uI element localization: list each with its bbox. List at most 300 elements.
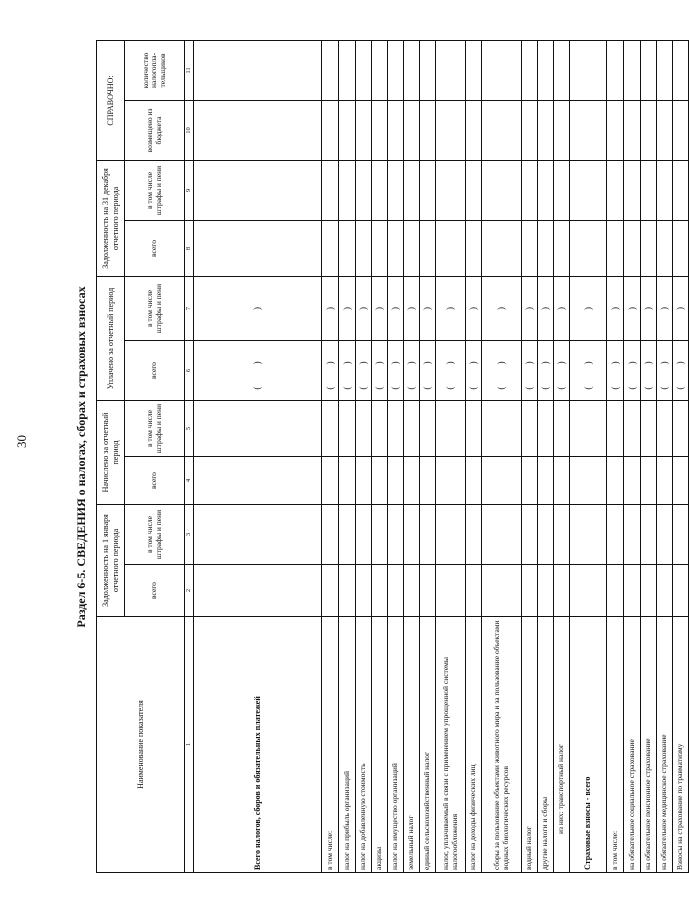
row-label: в том числе: [607,617,624,873]
table-row [372,40,388,872]
table-row [339,40,356,872]
value-cell[interactable] [322,341,339,401]
value-cell[interactable] [570,100,607,160]
value-cell[interactable] [322,457,339,505]
value-cell[interactable] [404,276,420,340]
row-label: единый сельскохозяйственный налог [420,617,436,873]
value-cell[interactable] [607,401,624,457]
value-cell[interactable] [356,40,372,100]
value-cell[interactable] [356,160,372,220]
value-cell[interactable] [194,565,322,617]
value-cell[interactable] [482,565,522,617]
value-cell[interactable] [624,401,641,457]
value-cell[interactable] [657,565,673,617]
value-cell[interactable] [388,505,404,565]
value-cell[interactable] [322,401,339,457]
row-label: Взносы на страхование по травматизму [673,617,689,873]
value-cell[interactable] [466,100,482,160]
bracket-mark: ) [524,307,535,310]
header-debt-jan: Задолженность на 1 января отчетного периода [97,505,125,617]
value-cell[interactable] [322,220,339,276]
value-cell[interactable] [657,220,673,276]
column-number: 4 [185,457,194,505]
value-cell[interactable] [339,40,356,100]
bracket-mark: ( ) [468,351,479,390]
column-number: 11 [185,40,194,100]
value-cell[interactable] [624,276,641,340]
bracket-mark: ) [324,307,335,310]
value-cell[interactable] [372,565,388,617]
header-incl-fines: в том числе штрафы и пени [125,160,185,220]
column-number: 7 [185,276,194,340]
bracket-mark: ) [626,307,637,310]
value-cell[interactable] [436,160,466,220]
value-cell[interactable] [570,565,607,617]
value-cell[interactable] [538,457,554,505]
value-cell[interactable] [404,505,420,565]
row-label: налог на имущество организаций [388,617,404,873]
value-cell[interactable] [194,160,322,220]
value-cell[interactable] [436,40,466,100]
value-cell[interactable] [607,220,624,276]
table-row [657,40,673,872]
value-cell[interactable] [420,100,436,160]
header-total: всего [125,220,185,276]
value-cell[interactable] [673,220,689,276]
value-cell[interactable] [641,40,657,100]
value-cell[interactable] [482,40,522,100]
value-cell[interactable] [420,40,436,100]
value-cell[interactable] [372,341,388,401]
column-number: 6 [185,341,194,401]
value-cell[interactable] [624,100,641,160]
value-cell[interactable] [372,276,388,340]
value-cell[interactable] [641,276,657,340]
value-cell[interactable] [522,341,538,401]
bracket-mark: ) [468,307,479,310]
value-cell[interactable] [624,565,641,617]
table-row [356,40,372,872]
value-cell[interactable] [538,401,554,457]
value-cell[interactable] [388,565,404,617]
value-cell[interactable] [641,505,657,565]
value-cell[interactable] [339,276,356,340]
value-cell[interactable] [194,40,322,100]
value-cell[interactable] [570,505,607,565]
bracket-mark: ( ) [643,351,654,390]
row-label: акцизы [372,617,388,873]
value-cell[interactable] [538,565,554,617]
value-cell[interactable] [522,457,538,505]
value-cell[interactable] [554,401,570,457]
value-cell[interactable] [388,276,404,340]
value-cell[interactable] [554,341,570,401]
value-cell[interactable] [404,160,420,220]
table-row [436,40,466,872]
value-cell[interactable] [339,220,356,276]
value-cell[interactable] [641,220,657,276]
value-cell[interactable] [372,220,388,276]
value-cell[interactable] [554,276,570,340]
tax-table [96,40,689,873]
value-cell[interactable] [466,457,482,505]
bracket-mark: ) [496,307,507,310]
page-number: 30 [14,435,29,448]
value-cell[interactable] [607,457,624,505]
header-refund: возмещено из бюджета [125,100,185,160]
value-cell[interactable] [482,505,522,565]
value-cell[interactable] [522,505,538,565]
value-cell[interactable] [322,276,339,340]
value-cell[interactable] [420,160,436,220]
value-cell[interactable] [404,220,420,276]
value-cell[interactable] [538,341,554,401]
value-cell[interactable] [466,341,482,401]
value-cell[interactable] [466,276,482,340]
value-cell[interactable] [522,160,538,220]
table-row [641,40,657,872]
value-cell[interactable] [570,457,607,505]
row-label: налог, уплачиваемый в связи с применением упрощенной системы налогообложения [436,617,466,873]
value-cell[interactable] [607,276,624,340]
column-number: 9 [185,160,194,220]
value-cell[interactable] [388,341,404,401]
value-cell[interactable] [554,505,570,565]
row-label: земельный налог [404,617,420,873]
value-cell[interactable] [624,220,641,276]
value-cell[interactable] [538,100,554,160]
value-cell[interactable] [372,505,388,565]
column-number: 1 [185,617,194,873]
value-cell[interactable] [356,220,372,276]
value-cell[interactable] [641,100,657,160]
value-cell[interactable] [482,341,522,401]
value-cell[interactable] [673,505,689,565]
value-cell[interactable] [356,276,372,340]
table-row [388,40,404,872]
value-cell[interactable] [673,276,689,340]
bracket-mark: ( ) [582,351,593,390]
value-cell[interactable] [641,457,657,505]
value-cell[interactable] [570,276,607,340]
table-row [624,40,641,872]
value-cell[interactable] [466,505,482,565]
bracket-mark: ( ) [252,351,263,390]
header-incl-fines: в том числе штрафы и пени [125,401,185,457]
value-cell[interactable] [339,401,356,457]
header-taxpayers: количество налогопла-тельщиков [125,40,185,100]
bracket-mark: ( ) [324,351,335,390]
bracket-mark: ) [390,307,401,310]
value-cell[interactable] [482,220,522,276]
value-cell[interactable] [466,220,482,276]
value-cell[interactable] [657,40,673,100]
value-cell[interactable] [420,565,436,617]
value-cell[interactable] [436,341,466,401]
value-cell[interactable] [466,160,482,220]
row-label: налог на добавленную стоимость [356,617,372,873]
value-cell[interactable] [538,276,554,340]
form-sheet [66,41,686,873]
value-cell[interactable] [356,457,372,505]
table-row [420,40,436,872]
bracket-mark: ( ) [626,351,637,390]
value-cell[interactable] [657,341,673,401]
header-total: всего [125,341,185,401]
value-cell[interactable] [372,40,388,100]
table-row [554,40,570,872]
value-cell[interactable] [404,341,420,401]
value-cell[interactable] [388,160,404,220]
column-number: 3 [185,505,194,565]
row-label: налог на прибыль организаций [339,617,356,873]
table-row [194,40,322,872]
bracket-mark: ( ) [524,351,535,390]
value-cell[interactable] [356,100,372,160]
value-cell[interactable] [673,565,689,617]
value-cell[interactable] [554,40,570,100]
value-cell[interactable] [482,401,522,457]
value-cell[interactable] [194,100,322,160]
header-incl-fines: в том числе штрафы и пени [125,276,185,340]
value-cell[interactable] [436,565,466,617]
value-cell[interactable] [570,401,607,457]
value-cell[interactable] [538,40,554,100]
table-row [673,40,689,872]
table-row [538,40,554,872]
bracket-mark: ( ) [540,351,551,390]
value-cell[interactable] [607,160,624,220]
table-row [570,40,607,872]
column-number: 5 [185,401,194,457]
value-cell[interactable] [624,341,641,401]
value-cell[interactable] [339,341,356,401]
value-cell[interactable] [339,100,356,160]
bracket-mark: ) [582,307,593,310]
value-cell[interactable] [673,457,689,505]
bracket-mark: ( ) [445,351,456,390]
value-cell[interactable] [420,457,436,505]
bracket-mark: ) [341,307,352,310]
row-label: на обязательное медицинское страхование [657,617,673,873]
value-cell[interactable] [673,100,689,160]
value-cell[interactable] [356,505,372,565]
column-number: 10 [185,100,194,160]
value-cell[interactable] [482,160,522,220]
value-cell[interactable] [624,505,641,565]
value-cell[interactable] [554,220,570,276]
value-cell[interactable] [356,565,372,617]
value-cell[interactable] [522,220,538,276]
bracket-mark: ) [659,307,670,310]
row-label: Страховые взносы - всего [570,617,607,873]
row-label: в том числе: [322,617,339,873]
bracket-mark: ) [374,307,385,310]
value-cell[interactable] [436,505,466,565]
table-row [522,40,538,872]
value-cell[interactable] [194,505,322,565]
value-cell[interactable] [624,457,641,505]
bracket-mark: ) [422,307,433,310]
table-row [482,40,522,872]
value-cell[interactable] [554,100,570,160]
value-cell[interactable] [404,401,420,457]
column-number-row [185,40,194,872]
value-cell[interactable] [436,100,466,160]
header-reference: СПРАВОЧНО: [97,40,125,160]
value-cell[interactable] [538,505,554,565]
value-cell[interactable] [194,401,322,457]
value-cell[interactable] [322,565,339,617]
value-cell[interactable] [607,505,624,565]
value-cell[interactable] [570,40,607,100]
value-cell[interactable] [420,276,436,340]
bracket-mark: ( ) [358,351,369,390]
value-cell[interactable] [522,276,538,340]
value-cell[interactable] [194,276,322,340]
value-cell[interactable] [570,341,607,401]
bracket-mark: ( ) [374,351,385,390]
value-cell[interactable] [482,457,522,505]
value-cell[interactable] [404,457,420,505]
value-cell[interactable] [436,457,466,505]
value-cell[interactable] [482,100,522,160]
value-cell[interactable] [339,457,356,505]
header-name: Наименование показателя [97,617,185,873]
value-cell[interactable] [673,401,689,457]
column-number: 2 [185,565,194,617]
value-cell[interactable] [194,341,322,401]
value-cell[interactable] [624,40,641,100]
bracket-mark: ) [675,307,686,310]
value-cell[interactable] [420,220,436,276]
value-cell[interactable] [607,40,624,100]
value-cell[interactable] [522,100,538,160]
value-cell[interactable] [372,160,388,220]
value-cell[interactable] [624,160,641,220]
value-cell[interactable] [657,457,673,505]
value-cell[interactable] [538,160,554,220]
value-cell[interactable] [388,401,404,457]
value-cell[interactable] [466,565,482,617]
value-cell[interactable] [322,40,339,100]
value-cell[interactable] [673,160,689,220]
value-cell[interactable] [420,401,436,457]
value-cell[interactable] [607,341,624,401]
value-cell[interactable] [322,505,339,565]
table-row [466,40,482,872]
header-incl-fines: в том числе штрафы и пени [125,505,185,565]
value-cell[interactable] [436,401,466,457]
value-cell[interactable] [641,160,657,220]
value-cell[interactable] [482,276,522,340]
value-cell[interactable] [388,457,404,505]
value-cell[interactable] [466,401,482,457]
bracket-mark: ) [406,307,417,310]
value-cell[interactable] [339,565,356,617]
header-total: всего [125,565,185,617]
value-cell[interactable] [657,100,673,160]
value-cell[interactable] [436,276,466,340]
row-label: водный налог [522,617,538,873]
value-cell[interactable] [570,160,607,220]
value-cell[interactable] [194,457,322,505]
value-cell[interactable] [522,401,538,457]
value-cell[interactable] [322,100,339,160]
value-cell[interactable] [420,505,436,565]
value-cell[interactable] [554,160,570,220]
value-cell[interactable] [356,341,372,401]
table-row [607,40,624,872]
value-cell[interactable] [641,401,657,457]
row-label: на обязательное пенсионное страхование [641,617,657,873]
value-cell[interactable] [404,40,420,100]
bracket-mark: ) [643,307,654,310]
value-cell[interactable] [522,40,538,100]
value-cell[interactable] [641,565,657,617]
value-cell[interactable] [388,40,404,100]
value-cell[interactable] [570,220,607,276]
value-cell[interactable] [404,100,420,160]
value-cell[interactable] [538,220,554,276]
value-cell[interactable] [657,276,673,340]
bracket-mark: ) [556,307,567,310]
value-cell[interactable] [404,565,420,617]
value-cell[interactable] [607,565,624,617]
row-label: Всего налогов, сборов и обязательных платежей [194,617,322,873]
value-cell[interactable] [607,100,624,160]
bracket-mark: ) [609,307,620,310]
bracket-mark: ) [358,307,369,310]
value-cell[interactable] [436,220,466,276]
value-cell[interactable] [466,40,482,100]
value-cell[interactable] [641,341,657,401]
value-cell[interactable] [657,505,673,565]
row-label: другие налоги и сборы [538,617,554,873]
value-cell[interactable] [673,40,689,100]
value-cell[interactable] [356,401,372,457]
value-cell[interactable] [372,457,388,505]
value-cell[interactable] [372,401,388,457]
header-total: всего [125,457,185,505]
header-paid: Уплачено за отчетный период [97,276,125,400]
value-cell[interactable] [372,100,388,160]
row-label: налог на доходы физических лиц [466,617,482,873]
value-cell[interactable] [657,401,673,457]
value-cell[interactable] [388,220,404,276]
bracket-mark: ) [540,307,551,310]
value-cell[interactable] [339,160,356,220]
value-cell[interactable] [339,505,356,565]
bracket-mark: ( ) [496,351,507,390]
bracket-mark: ) [445,307,456,310]
value-cell[interactable] [194,220,322,276]
value-cell[interactable] [554,565,570,617]
value-cell[interactable] [657,160,673,220]
value-cell[interactable] [554,457,570,505]
header-debt-dec: Задолженность на 31 декабря отчетного периода [97,160,125,276]
row-label: из них: транспортный налог [554,617,570,873]
value-cell[interactable] [673,341,689,401]
value-cell[interactable] [388,100,404,160]
bracket-mark: ( ) [609,351,620,390]
value-cell[interactable] [322,160,339,220]
bracket-mark: ( ) [406,351,417,390]
value-cell[interactable] [420,341,436,401]
value-cell[interactable] [522,565,538,617]
bracket-mark: ( ) [341,351,352,390]
table-row [404,40,420,872]
